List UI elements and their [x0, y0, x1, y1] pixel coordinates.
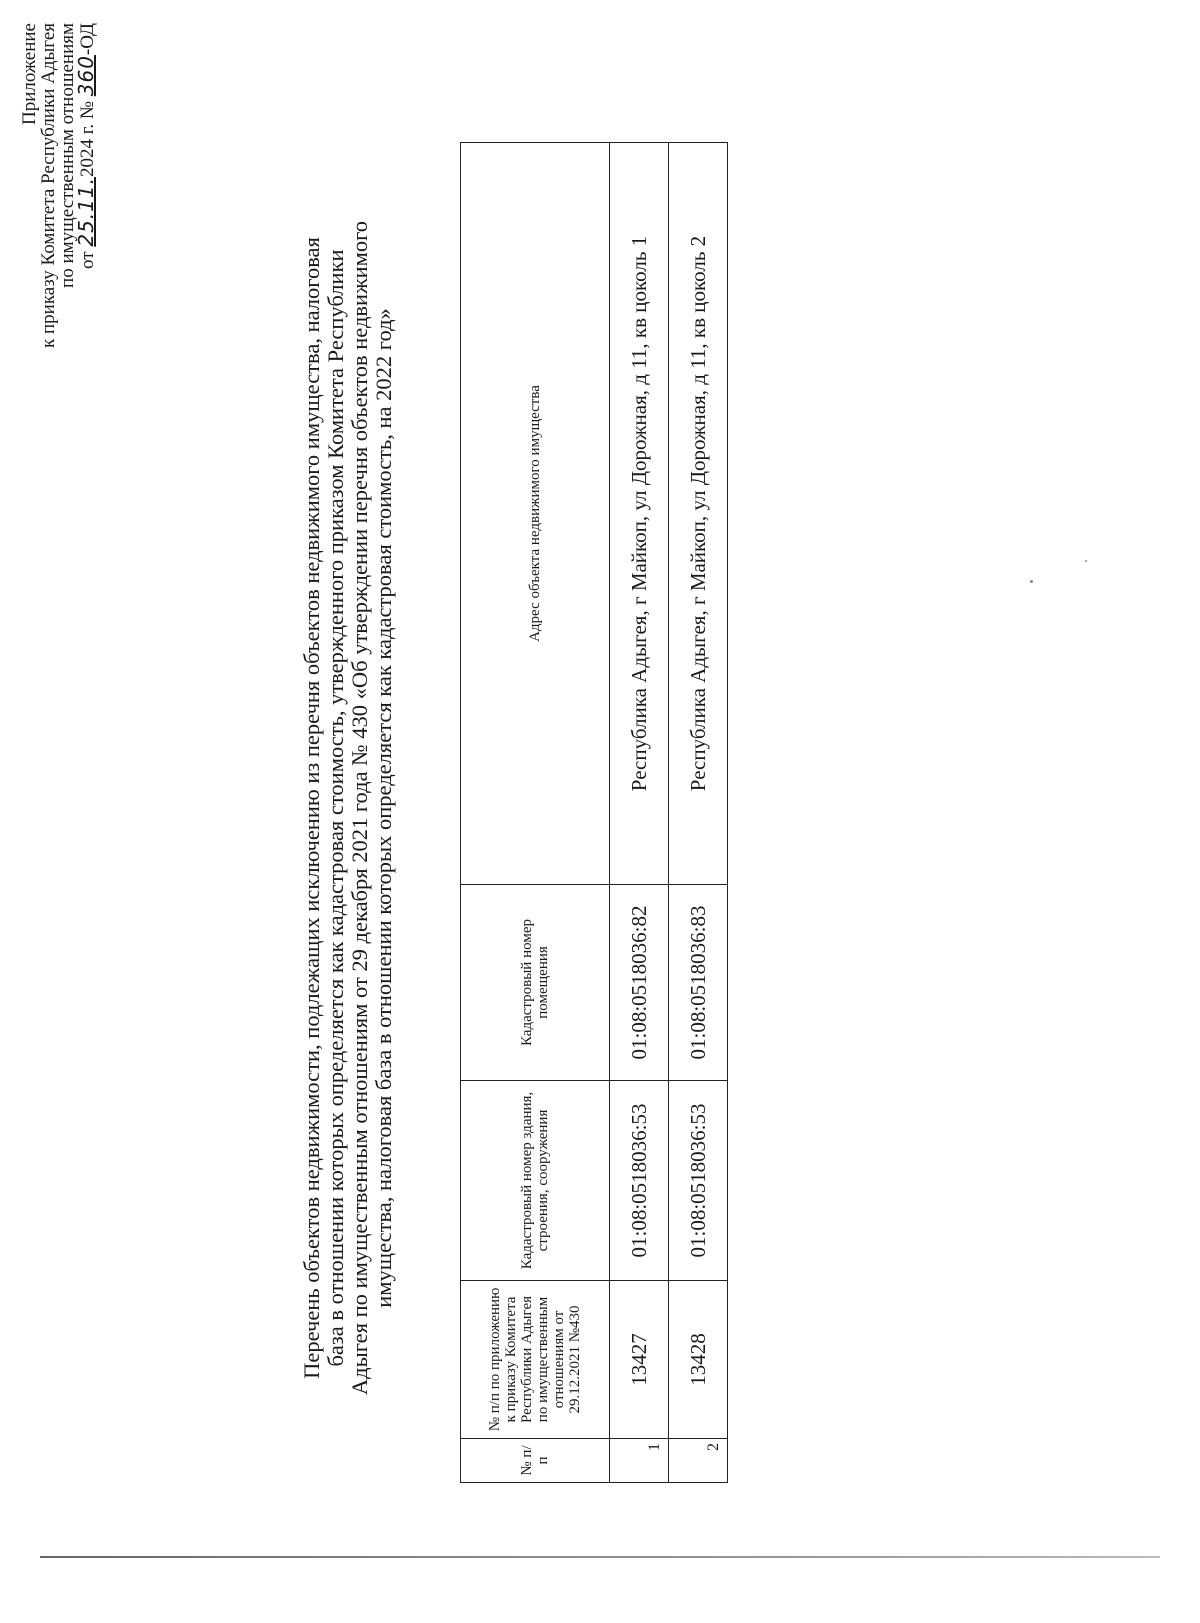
order-suffix: -ОД [77, 23, 98, 56]
title-line-2: база в отношении которых определяется как кадастровая стоимость, утвержденного приказом Комитета Республики [323, 249, 348, 1367]
appendix-heading: Приложение [19, 23, 40, 125]
appendix-number-cell: 13428 [669, 1281, 728, 1439]
building-cadastral-cell: 01:08:0518036:53 [610, 1081, 669, 1281]
handwritten-order-number: 360 [74, 55, 98, 97]
handwritten-date: 25.11. [74, 177, 98, 247]
table-header-row [461, 143, 610, 1483]
row-number: 1 [610, 1439, 669, 1483]
appendix-number-cell: 13427 [610, 1281, 669, 1439]
header-building-cadastral: Кадастровый номер здания, строения, сооружения [461, 1081, 610, 1281]
date-year: 2024 г. № [77, 101, 98, 178]
appendix-date-line [74, 23, 98, 503]
appendix-block [20, 23, 97, 503]
date-prefix: от [77, 251, 98, 269]
scan-artifact-line [40, 1556, 1160, 1558]
title-line-1: Перечень объектов недвижимости, подлежащих исключению из перечня объектов недвижимого имущества, налоговая [299, 237, 324, 1379]
header-row-number: № п/п [461, 1439, 610, 1483]
table-row [669, 143, 728, 1483]
header-address: Адрес объекта недвижимого имущества [461, 143, 610, 885]
scan-speck [1085, 560, 1087, 562]
appendix-order-ref: к приказу Комитета Республики Адыгея [38, 23, 59, 348]
document-title [300, 218, 396, 1398]
title-line-4: имущества, налоговая база в отношении которых определяется как кадастровая стоимость, на 2022 год» [371, 308, 396, 1308]
row-number: 2 [669, 1439, 728, 1483]
building-cadastral-cell: 01:08:0518036:53 [669, 1081, 728, 1281]
property-table [460, 142, 728, 1483]
header-appendix-number: № п/п по приложению к приказу Комитета Республики Адыгея по имущественным отношениям от 29.12.2021 №430 [461, 1281, 610, 1439]
premises-cadastral-cell: 01:08:0518036:82 [610, 885, 669, 1081]
title-line-3: Адыгея по имущественным отношениям от 29 декабря 2021 года № 430 «Об утверждении перечня объектов недвижимого [347, 220, 372, 1396]
scan-speck [1030, 580, 1033, 583]
appendix-committee: по имущественным отношениям [57, 23, 78, 288]
header-premises-cadastral: Кадастровый номер помещения [461, 885, 610, 1081]
premises-cadastral-cell: 01:08:0518036:83 [669, 885, 728, 1081]
address-cell: Республика Адыгея, г Майкоп, ул Дорожная, д 11, кв цоколь 1 [610, 143, 669, 885]
table-row [610, 143, 669, 1483]
address-cell: Республика Адыгея, г Майкоп, ул Дорожная, д 11, кв цоколь 2 [669, 143, 728, 885]
